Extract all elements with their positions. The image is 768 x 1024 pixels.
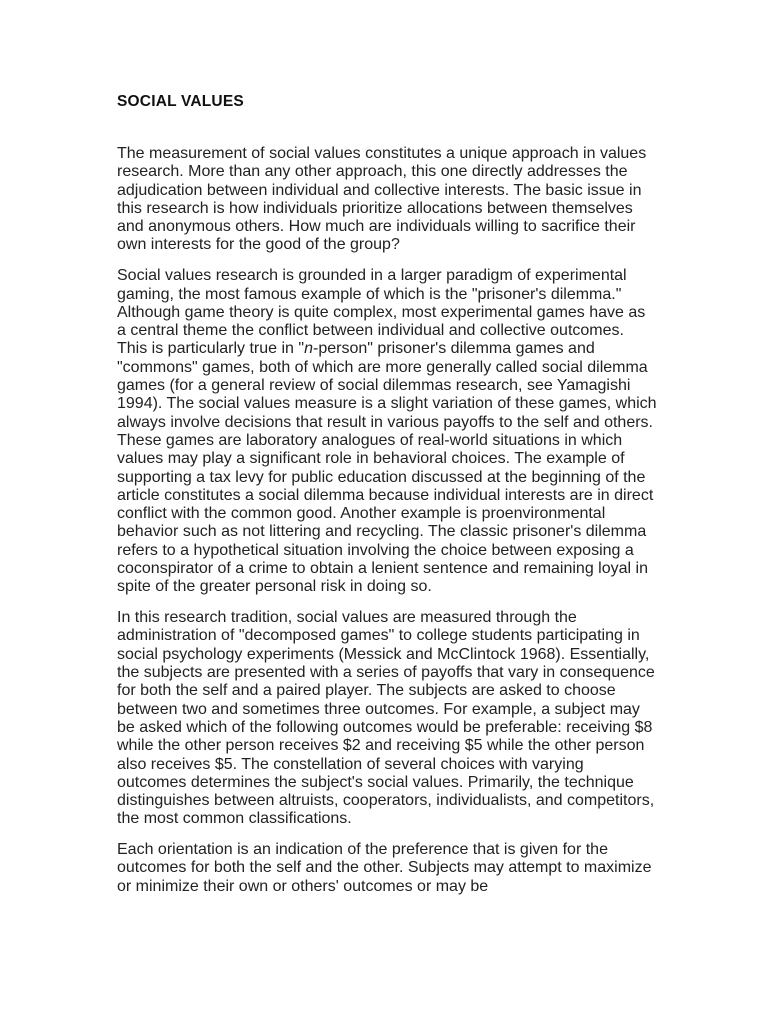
paragraph-2 xyxy=(117,267,657,596)
paragraph-3: In this research tradition, social values are measured through the administration of "decomposed games" to college students participating in social psychology experiments (Messick and McClintock 1968). Essentially, the subjects are presented with a series of payoffs that vary in consequence for both the self and a paired player. The subjects are asked to choose between two and sometimes three outcomes. For example, a subject may be asked which of the following outcomes would be preferable: receiving $8 while the other person receives $2 and receiving $5 while the other person also receives $5. The constellation of several choices with varying outcomes determines the subject's social values. Primarily, the technique distinguishes between altruists, cooperators, individualists, and competitors, the most common classifications. xyxy=(117,609,655,828)
paragraph-1: The measurement of social values constitutes a unique approach in values research. More than any other approach, this one directly addresses the adjudication between individual and collective interests. The basic issue in this research is how individuals prioritize allocations between themselves and anonymous others. How much are individuals willing to sacrifice their own interests for the good of the group? xyxy=(117,145,647,254)
paragraph-2-part-a: Social values research is grounded in a larger paradigm of experimental gaming, the most famous example of which is the "prisoner's dilemma." Although game theory is quite complex, most experimental games have as a central theme the conflict between individual and collective outcomes. This is particularly true in " xyxy=(117,267,646,358)
paragraph-2-italic-n: n xyxy=(304,340,313,358)
document-body xyxy=(117,145,657,909)
page-title: SOCIAL VALUES xyxy=(117,93,244,110)
paragraph-4: Each orientation is an indication of the preference that is given for the outcomes for both the self and the other. Subjects may attempt to maximize or minimize their own or others' outcomes or may be xyxy=(117,841,652,895)
paragraph-2-part-b: -person" prisoner's dilemma games and "commons" games, both of which are more generally called social dilemma games (for a general review of social dilemmas research, see Yamagishi 1994). The social values measure is a slight variation of these games, which always involve decisions that result in various payoffs to the self and others. These games are laboratory analogues of real-world situations in which values may play a significant role in behavioral choices. The example of supporting a tax levy for public education discussed at the beginning of the article constitutes a social dilemma because individual interests are in direct conflict with the common good. Another example is proenvironmental behavior such as not littering and recycling. The classic prisoner's dilemma refers to a hypothetical situation involving the choice between exposing a coconspirator of a crime to obtain a lenient sentence and remaining loyal in spite of the greater personal risk in doing so. xyxy=(117,340,657,596)
